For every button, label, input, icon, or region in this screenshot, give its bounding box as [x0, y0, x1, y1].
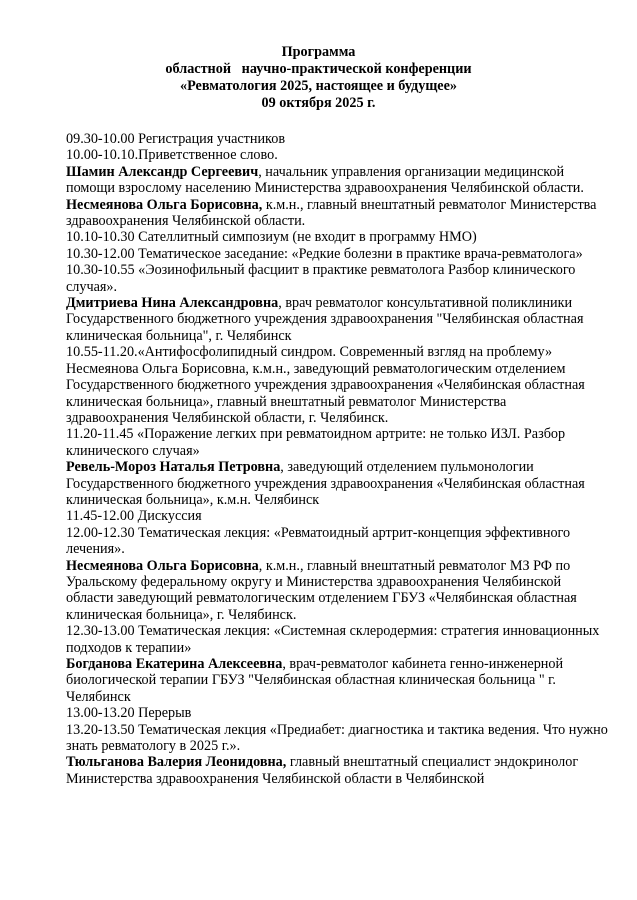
speaker-name: Ревель-Мороз Наталья Петровна [66, 459, 281, 476]
entry-text: 10.55-11.20.«Антифосфолипидный синдром. Современный взгляд на проблему» [66, 344, 553, 361]
entry-text: , начальник управления организации медицинской помощи взрослому населению Министерства здравоохранения Челябинской области. [66, 163, 584, 197]
program-entry [66, 656, 611, 705]
speaker-name: Богданова Екатерина Алексеевна [66, 656, 283, 672]
entry-text: 11.45-12.00 Дискуссия [66, 508, 202, 525]
program-entry [66, 164, 611, 197]
speaker-name: Несмеянова Ольга Борисовна, [66, 196, 263, 213]
entry-text: главный внештатный специалист эндокринолог Министерства здравоохранения Челябинской области в Челябинской [66, 754, 579, 787]
program-entry [66, 558, 611, 624]
program-header [0, 44, 637, 112]
program-entry [66, 344, 611, 360]
speaker-name: Дмитриева Нина Александровна [66, 295, 279, 312]
header-date: 09 октября 2025 г. [261, 95, 376, 111]
entry-text: 09.30-10.00 Регистрация участников [66, 131, 286, 147]
speaker-name: Несмеянова Ольга Борисовна [66, 557, 259, 574]
entry-text: 10.10-10.30 Сателлитный симпозиум (не входит в программу НМО) [66, 229, 477, 246]
program-entry [66, 361, 611, 427]
program-body [66, 131, 611, 787]
program-entry [66, 131, 611, 147]
entry-text: 11.20-11.45 «Поражение легких при ревматоидном артрите: не только ИЗЛ. Разбор клинического случая» [66, 426, 566, 459]
entry-text: к.м.н., главный внештатный ревматолог Министерства здравоохранения Челябинской области. [66, 196, 597, 230]
speaker-name: Шамин Александр Сергеевич [66, 163, 259, 180]
program-entry [66, 262, 611, 295]
program-entry [66, 295, 611, 344]
header-conference-name: «Ревматология 2025, настоящее и будущее» [179, 78, 457, 94]
entry-text: , врач ревматолог консультативной поликлиники Государственного бюджетного учреждения здравоохранения "Челябинская областная клиническая больница", г. Челябинск [66, 295, 584, 344]
header-conference-type: областной научно-практической конференции [165, 61, 472, 77]
entry-text: 10.00-10.10.Приветственное слово. [66, 147, 278, 164]
program-entry [66, 722, 611, 755]
speaker-name: Тюльганова Валерия Леонидовна, [66, 754, 287, 771]
program-entry [66, 754, 611, 787]
program-entry [66, 246, 611, 262]
entry-text: 10.30-10.55 «Эозинофильный фасциит в практике ревматолога Разбор клинического случая». [66, 262, 576, 295]
program-entry [66, 197, 611, 230]
header-title: Программа [281, 44, 356, 60]
entry-text: , к.м.н., главный внештатный ревматолог МЗ РФ по Уральскому федеральному округу и Министерства здравоохранения Челябинской области заведующий ревматологическим отделением ГБУЗ «Челябинская областная клиническая больница», г. Челябинск. [66, 557, 577, 623]
entry-text: , заведующий отделением пульмонологии Государственного бюджетного учреждения здравоохранения «Челябинская областная клиническая больница», к.м.н. Челябинск [66, 459, 585, 508]
program-entry [66, 229, 611, 245]
program-entry [66, 623, 611, 656]
entry-text: 13.20-13.50 Тематическая лекция «Предиабет: диагностика и тактика ведения. Что нужно знать ревматологу в 2025 г.». [66, 721, 608, 755]
entry-text: 13.00-13.20 Перерыв [66, 705, 192, 722]
entry-text: Несмеянова Ольга Борисовна, к.м.н., заведующий ревматологическим отделением Государственного бюджетного учреждения здравоохранения «Челябинская областная клиническая больница», главный внештатный ревматолог Министерства здравоохранения Челябинской области, г. Челябинск. [66, 360, 585, 426]
program-entry [66, 459, 611, 508]
entry-text: 12.30-13.00 Тематическая лекция: «Системная склеродермия: стратегия инновационных подходов к терапии» [66, 623, 600, 656]
entry-text: 10.30-12.00 Тематическое заседание: «Редкие болезни в практике врача-ревматолога» [66, 245, 583, 262]
program-entry [66, 705, 611, 721]
program-entry [66, 525, 611, 558]
program-entry [66, 426, 611, 459]
entry-text: 12.00-12.30 Тематическая лекция: «Ревматоидный артрит-концепция эффективного лечения». [66, 524, 571, 558]
entry-text: , врач-ревматолог кабинета генно-инженерной биологической терапии ГБУЗ "Челябинская областная клиническая больница " г. Челябинск [66, 656, 564, 705]
program-entry [66, 147, 611, 163]
program-entry [66, 508, 611, 524]
